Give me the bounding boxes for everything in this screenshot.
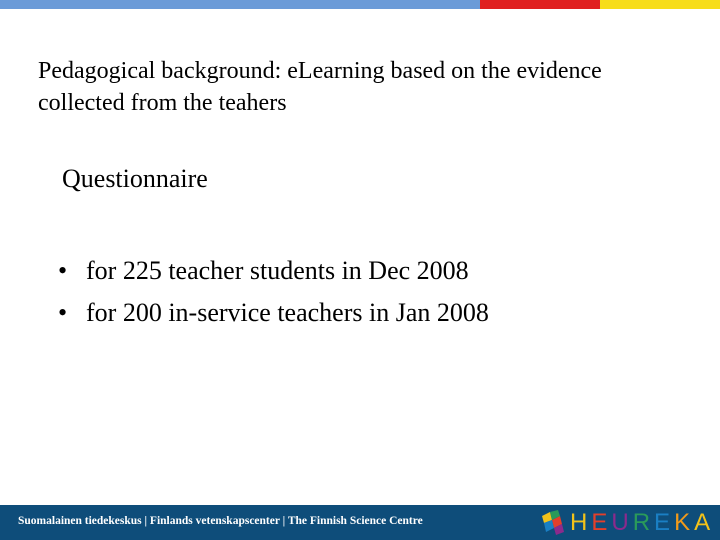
- bullet-text: for 225 teacher students in Dec 2008: [86, 256, 469, 285]
- logo-letter: H: [570, 509, 592, 536]
- logo-letter: K: [674, 509, 695, 536]
- bullet-symbol: •: [58, 256, 68, 285]
- footer-bar: [0, 505, 720, 540]
- logo-letter: E: [591, 509, 612, 536]
- top-color-bar: [0, 0, 720, 9]
- logo-letter: A: [694, 509, 715, 536]
- list-item: [58, 292, 489, 334]
- slide-title: Pedagogical background: eLearning based on the evidence collected from the teahers: [38, 58, 602, 116]
- logo-letter: [570, 510, 714, 536]
- bullet-symbol: •: [58, 298, 68, 327]
- heureka-logo: [538, 510, 714, 536]
- top-bar-blue: [0, 0, 480, 9]
- logo-letter: E: [654, 509, 675, 536]
- top-bar-red: [480, 0, 600, 9]
- heureka-cube-icon: [538, 510, 566, 536]
- slide-subheading: Questionnaire: [62, 164, 208, 193]
- top-bar-yellow: [600, 0, 720, 9]
- bullet-list: [58, 250, 489, 334]
- logo-letter: U: [611, 509, 633, 536]
- bullet-text: for 200 in-service teachers in Jan 2008: [86, 298, 489, 327]
- heureka-wordmark: [570, 510, 714, 536]
- list-item: [58, 250, 489, 292]
- logo-letter: R: [632, 509, 655, 536]
- institution-name: Suomalainen tiedekeskus | Finlands vetenskapscenter | The Finnish Science Centre: [18, 515, 423, 527]
